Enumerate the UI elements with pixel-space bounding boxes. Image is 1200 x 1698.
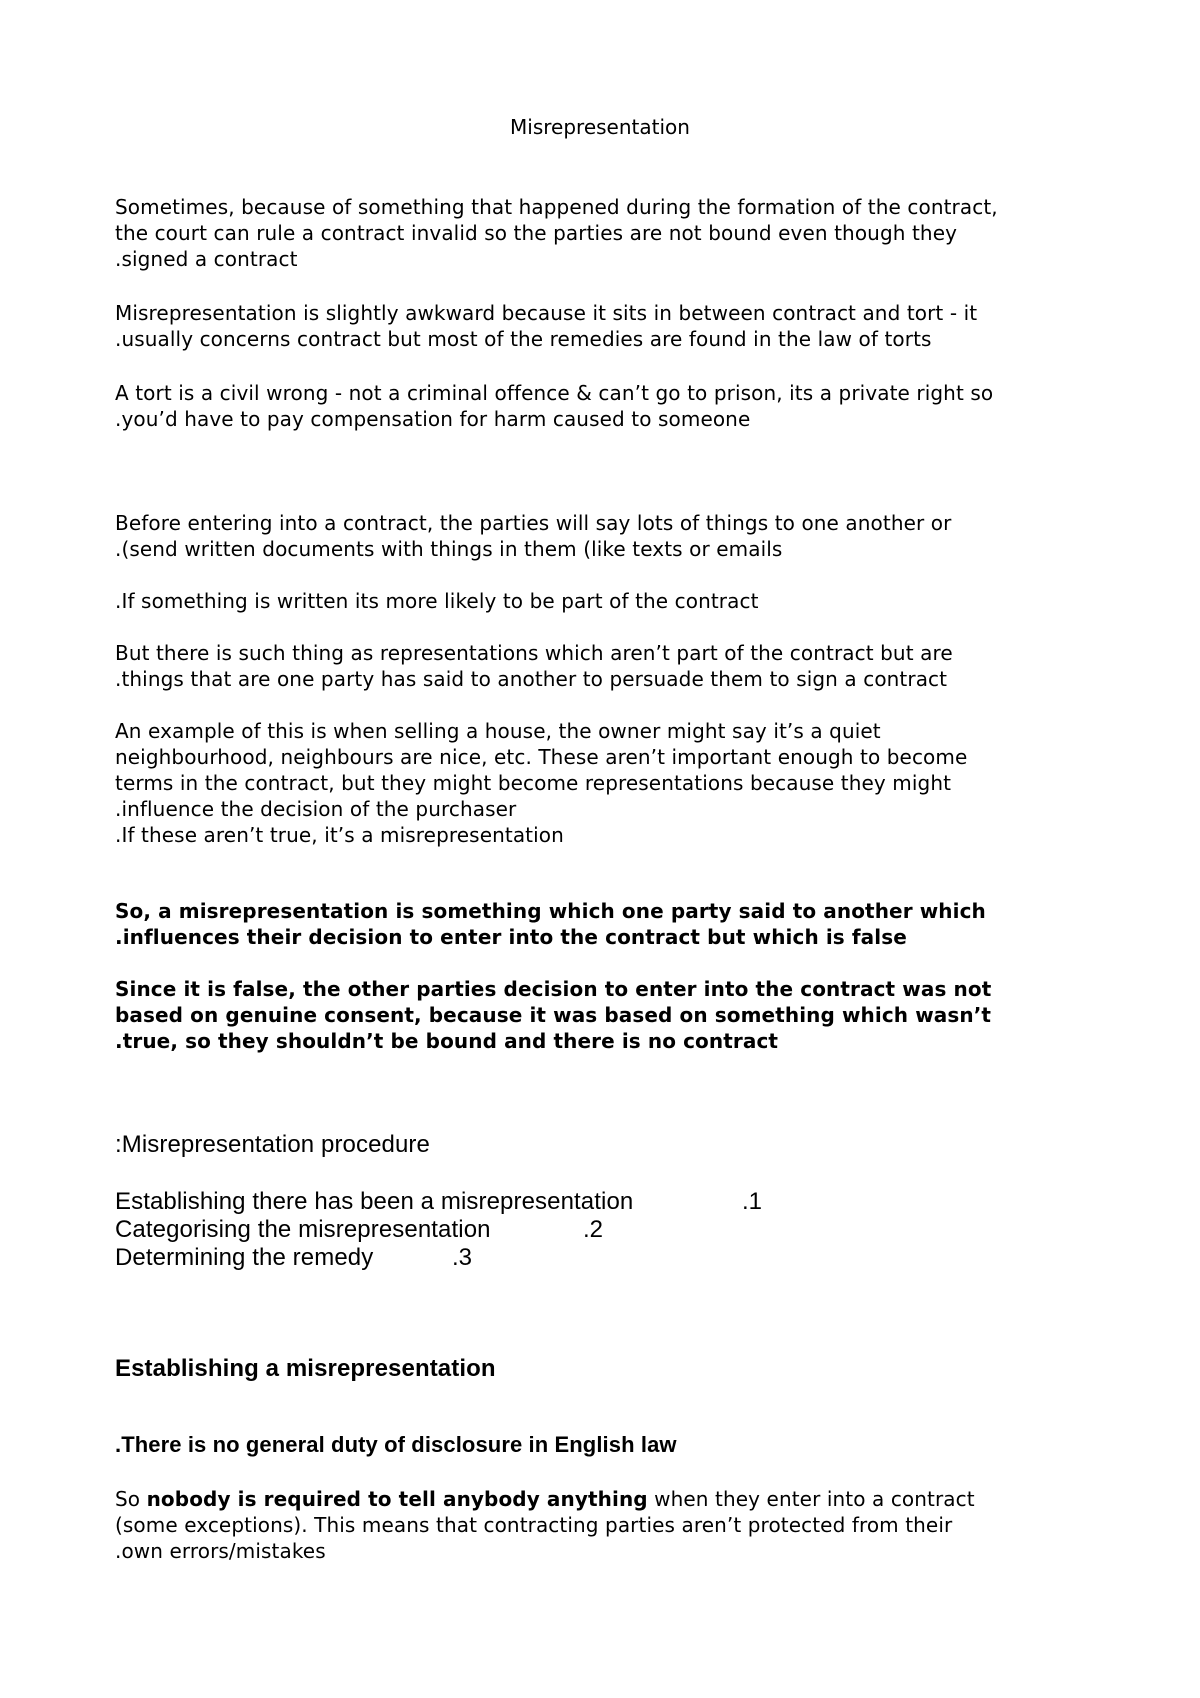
paragraph-line: .things that are one party has said to another to persuade them to sign a contract	[115, 667, 948, 691]
procedure-step-3-number: .3	[452, 1244, 473, 1271]
procedure-step-1: Establishing there has been a misrepresentation	[115, 1188, 634, 1215]
paragraph-line: .(send written documents with things in them (like texts or emails	[115, 537, 783, 561]
paragraph-line: But there is such thing as representations which aren’t part of the contract but are	[115, 641, 953, 665]
paragraph-line: Misrepresentation is slightly awkward because it sits in between contract and tort - it	[115, 301, 978, 325]
paragraph-line: A tort is a civil wrong - not a criminal offence & can’t go to prison, its a private right so	[115, 381, 994, 405]
paragraph-line: .own errors/mistakes	[115, 1539, 326, 1563]
plain-text: when they enter into a contract	[647, 1487, 975, 1511]
page-title: Misrepresentation	[510, 115, 690, 139]
procedure-step-1-number: .1	[742, 1188, 763, 1215]
paragraph-line: terms in the contract, but they might become representations because they might	[115, 771, 952, 795]
procedure-heading: :Misrepresentation procedure	[115, 1131, 430, 1158]
paragraph-line: .If something is written its more likely to be part of the contract	[115, 589, 759, 613]
paragraph-line: Sometimes, because of something that happened during the formation of the contract,	[115, 195, 998, 219]
bold-text: nobody is required to tell anybody anything	[146, 1487, 648, 1511]
bold-paragraph-line: based on genuine consent, because it was based on something which wasn’t	[115, 1003, 992, 1027]
plain-text: So	[115, 1487, 147, 1511]
bold-paragraph-line: .true, so they shouldn’t be bound and there is no contract	[115, 1029, 779, 1053]
paragraph-line: neighbourhood, neighbours are nice, etc. These aren’t important enough to become	[115, 745, 968, 769]
paragraph-line: .If these aren’t true, it’s a misrepresentation	[115, 823, 564, 847]
bold-paragraph-line: .influences their decision to enter into the contract but which is false	[115, 925, 907, 949]
paragraph-line: .you’d have to pay compensation for harm caused to someone	[115, 407, 751, 431]
bold-paragraph-line: Since it is false, the other parties decision to enter into the contract was not	[115, 977, 992, 1001]
procedure-step-2: Categorising the misrepresentation	[115, 1216, 491, 1243]
bold-paragraph-line: So, a misrepresentation is something which one party said to another which	[115, 899, 986, 923]
paragraph-line: .usually concerns contract but most of the remedies are found in the law of torts	[115, 327, 932, 351]
paragraph-line-mixed	[115, 1486, 975, 1512]
paragraph-line: .signed a contract	[115, 247, 298, 271]
paragraph-line: .influence the decision of the purchaser	[115, 797, 517, 821]
paragraph-line: (some exceptions). This means that contracting parties aren’t protected from their	[115, 1513, 953, 1537]
paragraph-line: Before entering into a contract, the parties will say lots of things to one another or	[115, 511, 952, 535]
paragraph-line: the court can rule a contract invalid so the parties are not bound even though they	[115, 221, 958, 245]
section-subheading: .There is no general duty of disclosure in English law	[115, 1432, 677, 1457]
section-heading: Establishing a misrepresentation	[115, 1355, 496, 1382]
procedure-step-2-number: .2	[583, 1216, 604, 1243]
procedure-step-3: Determining the remedy	[115, 1244, 374, 1271]
paragraph-line: An example of this is when selling a house, the owner might say it’s a quiet	[115, 719, 881, 743]
